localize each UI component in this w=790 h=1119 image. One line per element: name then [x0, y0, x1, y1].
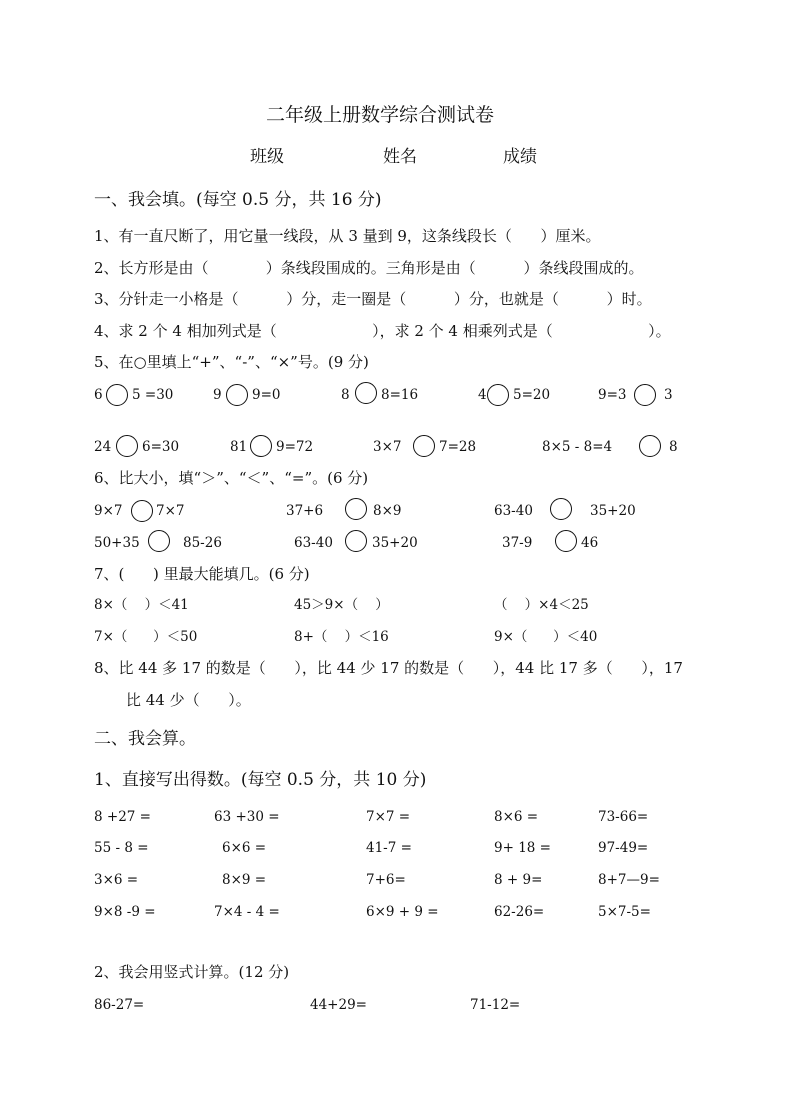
question-6: 6、比大小，填“＞”、“＜”、“=”。(6 分)	[94, 469, 369, 487]
q5-r1-c-left: 8	[341, 387, 350, 403]
q5-r1-b-left: 9	[213, 387, 222, 403]
calc-r4-c2: 7×4 - 4 =	[214, 904, 280, 920]
calc-r1-c3: 7×7 =	[366, 809, 411, 825]
q5-r2-b-right: 9=72	[276, 439, 314, 455]
answer-circle[interactable]	[413, 435, 435, 457]
question-8-line-1: 8、比 44 多 17 的数是（ ），比 44 少 17 的数是（ ），44 比 17 多（ ），17	[94, 659, 683, 677]
answer-circle[interactable]	[131, 500, 153, 522]
page-title: 二年级上册数学综合测试卷	[266, 104, 495, 126]
q5-r1-e-right: 3	[664, 387, 673, 403]
answer-circle[interactable]	[116, 435, 138, 457]
question-3: 3、分针走一小格是（ ）分，走一圈是（ ）分，也就是（ ）时。	[94, 290, 652, 308]
answer-circle[interactable]	[345, 530, 367, 552]
calc-r4-c1: 9×8 -9 =	[94, 904, 156, 920]
q5-r1-a-left: 6	[94, 387, 103, 403]
q7-r1-a: 8×（ ）＜41	[94, 597, 189, 613]
class-label: 班级	[250, 147, 284, 167]
q6-r1-b-right: 8×9	[373, 503, 402, 519]
question-7: 7、( ) 里最大能填几。(6 分)	[94, 565, 310, 583]
q5-r1-b-right: 9=0	[252, 387, 281, 403]
question-2: 2、长方形是由（ ）条线段围成的。三角形是由（ ）条线段围成的。	[94, 259, 644, 277]
calc-r4-c4: 62-26=	[494, 904, 545, 920]
q5-r2-c-right: 7=28	[439, 439, 477, 455]
q6-r1-a-left: 9×7	[94, 503, 123, 519]
section2-heading: 二、我会算。	[94, 729, 196, 749]
q6-r1-c-left: 63-40	[494, 503, 533, 519]
calc-r2-c1: 55 - 8 =	[94, 840, 149, 856]
q6-r2-a-right: 85-26	[183, 535, 222, 551]
answer-circle[interactable]	[226, 384, 248, 406]
calc-r2-c3: 41-7 =	[366, 840, 412, 856]
q5-r2-a-left: 24	[94, 439, 112, 455]
answer-circle[interactable]	[555, 530, 577, 552]
calc-r2-c4: 9+ 18 =	[494, 840, 551, 856]
calc-r3-c1: 3×6 =	[94, 872, 139, 888]
q6-r2-c-left: 37-9	[502, 535, 533, 551]
question-4: 4、求 2 个 4 相加列式是（ ），求 2 个 4 相乘列式是（ ）。	[94, 322, 671, 340]
q5-r2-b-left: 81	[230, 439, 248, 455]
question-1: 1、有一直尺断了，用它量一线段，从 3 量到 9，这条线段长（ ）厘米。	[94, 227, 601, 245]
q5-r1-a-right: 5 =30	[132, 387, 174, 403]
vertical-calc-2: 44+29=	[310, 997, 367, 1013]
answer-circle[interactable]	[345, 498, 367, 520]
calc-r1-c5: 73-66=	[598, 809, 649, 825]
q5-r2-d-left: 8×5 - 8=4	[542, 439, 613, 455]
section2-sub1: 1、直接写出得数。(每空 0.5 分，共 10 分)	[94, 770, 427, 790]
calc-r1-c1: 8 +27 =	[94, 809, 151, 825]
q5-r1-e-left: 9=3	[598, 387, 627, 403]
calc-r4-c5: 5×7-5=	[598, 904, 651, 920]
q7-r1-c: （ ）×4＜25	[494, 597, 589, 613]
score-label: 成绩	[503, 147, 537, 167]
answer-circle[interactable]	[487, 384, 509, 406]
calc-r4-c3: 6×9 + 9 =	[366, 904, 439, 920]
answer-circle[interactable]	[550, 498, 572, 520]
question-5: 5、在○里填上“+”、“-”、“×”号。(9 分)	[94, 353, 369, 371]
q6-r1-a-right: 7×7	[156, 503, 185, 519]
q6-r1-b-left: 37+6	[286, 503, 324, 519]
calc-r3-c5: 8+7—9=	[598, 872, 660, 888]
answer-circle[interactable]	[355, 382, 377, 404]
q7-r2-a: 7×（ ）＜50	[94, 629, 198, 645]
q5-r1-d-left: 4	[478, 387, 487, 403]
q6-r1-c-right: 35+20	[590, 503, 636, 519]
answer-circle[interactable]	[634, 384, 656, 406]
section2-sub2: 2、我会用竖式计算。(12 分)	[94, 963, 290, 981]
q5-r1-d-right: 5=20	[513, 387, 551, 403]
name-label: 姓名	[383, 147, 417, 167]
calc-r2-c2: 6×6 =	[222, 840, 267, 856]
answer-circle[interactable]	[639, 435, 661, 457]
vertical-calc-3: 71-12=	[470, 997, 521, 1013]
q6-r2-c-right: 46	[581, 535, 599, 551]
q6-r2-a-left: 50+35	[94, 535, 140, 551]
answer-circle[interactable]	[250, 435, 272, 457]
q5-r1-c-right: 8=16	[381, 387, 419, 403]
calc-r1-c4: 8×6 =	[494, 809, 539, 825]
answer-circle[interactable]	[148, 530, 170, 552]
calc-r3-c3: 7+6=	[366, 872, 406, 888]
question-8-line-2: 比 44 少（ ）。	[126, 691, 251, 709]
calc-r3-c2: 8×9 =	[222, 872, 267, 888]
vertical-calc-1: 86-27=	[94, 997, 145, 1013]
q7-r1-b: 45＞9×（ ）	[294, 597, 389, 613]
calc-r2-c5: 97-49=	[598, 840, 649, 856]
q5-r2-d-right: 8	[669, 439, 678, 455]
q5-r2-a-right: 6=30	[142, 439, 180, 455]
section1-heading: 一、我会填。(每空 0.5 分，共 16 分)	[94, 190, 382, 210]
q6-r2-b-right: 35+20	[372, 535, 418, 551]
answer-circle[interactable]	[106, 384, 128, 406]
q7-r2-b: 8+（ ）＜16	[294, 629, 389, 645]
q6-r2-b-left: 63-40	[294, 535, 333, 551]
q5-r2-c-left: 3×7	[373, 439, 402, 455]
q7-r2-c: 9×（ ）＜40	[494, 629, 598, 645]
calc-r1-c2: 63 +30 =	[214, 809, 280, 825]
calc-r3-c4: 8 + 9=	[494, 872, 543, 888]
